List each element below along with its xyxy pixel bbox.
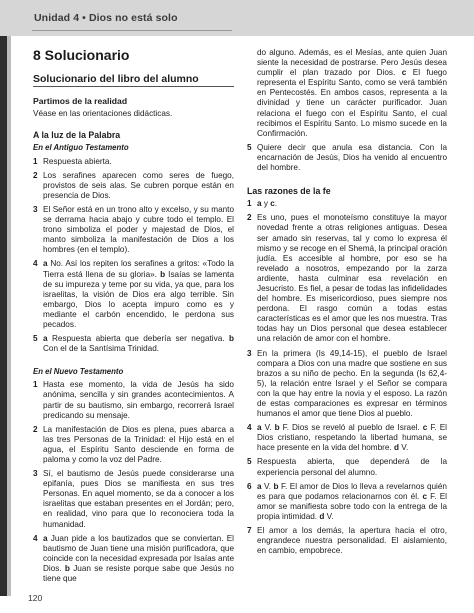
text-segment: La manifestación de Dios es plena, pues abarca a las tres Personas de la Trinidad: el Hijo está en el agua, el Espíritu Santo desciende en forma de paloma y como la voz del Padre. xyxy=(43,424,234,464)
text-segment: F. El amor de Dios lo lleva a revelarnos quién es para que podamos relacionarnos con él. xyxy=(257,481,447,501)
item-text xyxy=(257,213,447,344)
text-segment: d xyxy=(394,443,400,453)
list-item xyxy=(247,48,447,139)
item5-list xyxy=(247,143,447,173)
text-segment: Los serafines aparecen como seres de fuego, provistos de seis alas. Se cubren porque están en presencia de Dios. xyxy=(43,170,234,200)
text-segment: F. El amor se manifiesta sobre todo con la entrega de la propia intimidad. xyxy=(257,491,447,521)
list-item xyxy=(247,482,447,522)
item-text xyxy=(43,469,234,530)
at-heading: En el Antiguo Testamento xyxy=(33,143,129,153)
text-segment: Quiere decir que anula esa distancia. Con la encarnación de Jesús, Dios ha venido al encuentro del hombre. xyxy=(257,142,447,173)
partimos-heading: Partimos de la realidad xyxy=(33,96,128,107)
subsection-title: Solucionario del libro del alumno xyxy=(33,74,234,87)
item-text xyxy=(43,259,234,330)
item-text xyxy=(257,423,447,453)
list-item xyxy=(33,469,234,530)
nt-heading: En el Nuevo Testamento xyxy=(33,367,124,377)
item-text xyxy=(43,157,234,167)
text-segment: Con el de la Santísima Trinidad. xyxy=(43,344,160,354)
text-segment: b xyxy=(228,334,234,344)
text-segment: do alguno. Además, es el Mesías, ante quien Juan siente la necesidad de postrarse. Pero Jesús desea cumplir el plan trazado por Dios. xyxy=(257,48,447,78)
item-number: 5 xyxy=(247,457,252,467)
list-item xyxy=(33,334,234,354)
text-segment: a xyxy=(43,259,48,269)
item-number: 4 xyxy=(247,423,252,433)
nt-list xyxy=(33,380,234,584)
text-segment: F. Dios se reveló al pueblo de Israel. xyxy=(279,423,423,433)
list-item xyxy=(247,143,447,173)
item-text xyxy=(43,334,234,354)
text-segment: d xyxy=(319,511,325,521)
list-item xyxy=(33,259,234,330)
text-segment: a xyxy=(257,481,262,491)
text-segment: b xyxy=(274,423,280,433)
section-title: 8 Solucionario xyxy=(33,47,130,63)
item-text xyxy=(43,534,234,584)
list-item xyxy=(33,171,234,201)
side-bar xyxy=(0,36,7,596)
unit-title: Unidad 4 • Dios no está solo xyxy=(34,12,178,24)
text-segment: b xyxy=(273,481,279,491)
item-number: 3 xyxy=(33,204,38,214)
text-segment: Hasta ese momento, la vida de Jesús ha sido anónima, sencilla y sin grandes acontecimientos. A partir de su bautismo, sin embargo, recorrerá Israel predicando su mensaje. xyxy=(43,380,234,420)
list-item xyxy=(247,526,447,556)
list-item xyxy=(247,199,447,209)
item-number: 2 xyxy=(247,213,252,223)
partimos-text: Véase en las orientaciones didácticas. xyxy=(33,109,173,119)
right-column xyxy=(247,48,447,560)
item-number: 2 xyxy=(33,170,38,180)
text-segment: V. xyxy=(324,511,334,521)
text-segment: b xyxy=(160,269,166,279)
text-segment: Respuesta abierta que debería ser negativa. xyxy=(47,334,229,344)
text-segment: c xyxy=(401,68,407,78)
item-text xyxy=(257,457,447,477)
item-number: 5 xyxy=(247,142,252,152)
text-segment: F. El Dios cristiano, respetando la libertad humana, se hace presente en la vida del hombre. xyxy=(257,423,447,453)
continued-text xyxy=(257,48,447,139)
text-segment: c xyxy=(422,491,428,501)
list-item xyxy=(33,380,234,420)
razones-heading: Las razones de la fe xyxy=(247,186,331,197)
text-segment: Es uno, pues el monoteísmo constituye la mayor novedad frente a otras religiones antiguas. Desea ser amado sin reservas, tal y como lo expresa él mismo y se recoge en el Shemá, la principal oración judía. Es accesible al hombre, por eso se ha revelado a nosotros, empezando por la zarza ardiente, hasta culminar esa revelación en Jesucristo. Es fiel, a pesar de todas las infidelidades del hombre. Es misericordioso, pues siempre nos perdona. El rasgo común a todas estas características es el amor que les nos muestra. Tras todas hay un Dios personal que desea establecer una relación de amor con el hombre. xyxy=(257,213,447,344)
item-number: 1 xyxy=(33,156,38,166)
text-segment: V. xyxy=(261,481,274,491)
item-text xyxy=(257,143,447,173)
text-segment: b xyxy=(64,563,70,573)
list-item xyxy=(33,157,234,167)
page-number: 120 xyxy=(28,593,43,603)
text-segment: Respuesta abierta, que dependerá de la experiencia personal del alumno. xyxy=(257,457,447,477)
item-number: 4 xyxy=(33,533,38,543)
text-segment: El fuego representa el Espíritu Santo, como se verá también en Pentecostés. En ambos casos, representa a la divinidad y tiene un carácter purificador. Juan relaciona el fuego con el Espíritu Santo, el cual recibimos el Espíritu Santo. Lo mismo sucede en la Confirmación. xyxy=(257,68,447,138)
text-segment: Respuesta abierta. xyxy=(43,156,112,166)
item-number: 3 xyxy=(33,469,38,479)
item-number: 6 xyxy=(247,481,252,491)
list-item xyxy=(33,425,234,465)
text-segment: y xyxy=(261,199,271,209)
razones-list xyxy=(247,199,447,556)
item-text xyxy=(257,199,447,209)
at-list xyxy=(33,157,234,355)
item-number: 4 xyxy=(33,259,38,269)
list-item xyxy=(33,205,234,255)
item-number: 1 xyxy=(247,199,252,209)
text-segment: a xyxy=(43,533,48,543)
text-segment: a xyxy=(257,199,262,209)
text-segment: Sí, el bautismo de Jesús puede considerarse una epifanía, pues Dios se manifiesta en sus tres Personas. En aquel momento, se da a conocer a los israelitas que estaban presentes en el Jordán; pero, en realidad, vino para que lo reconociera toda la humanidad. xyxy=(43,469,234,529)
text-segment: a xyxy=(43,334,48,344)
text-segment: . xyxy=(274,199,278,209)
item-text xyxy=(43,171,234,201)
text-segment: El Señor está en un trono alto y excelso, y su manto se derrama hacia abajo y cubre todo el templo. El trono simboliza el poder y majestad de Dios, el manto simboliza la manifestación de Dios a los hombres (en el templo). xyxy=(43,204,234,255)
item-text xyxy=(43,205,234,255)
text-segment: Juan pide a los bautizados que se conviertan. El bautismo de Juan tiene una misión purificadora, que coincide con la necesidad expresada por Isaías ante Dios. xyxy=(43,533,234,573)
list-item xyxy=(247,349,447,420)
item-number: 3 xyxy=(247,348,252,358)
list-item xyxy=(247,423,447,453)
header-rule xyxy=(32,30,232,31)
item-number: 1 xyxy=(33,380,38,390)
text-segment: Juan se resiste porque sabe que Jesús no tiene que xyxy=(43,563,234,584)
text-segment: Isaías se lamenta de su impureza y teme por su vida, ya que, para los israelitas, la visión de Dios era algo terrible. Sin embargo, Dios lo acepta impuro como es y mediante el carbón encendido, le perdona sus pecados. xyxy=(43,269,234,329)
item-text xyxy=(257,526,447,556)
item-text xyxy=(257,482,447,522)
item-text xyxy=(43,425,234,465)
item-text xyxy=(43,380,234,420)
item-number: 7 xyxy=(247,526,252,536)
luz-heading: A la luz de la Palabra xyxy=(33,130,121,141)
left-column xyxy=(33,44,234,588)
text-segment: No. Así los repiten los serafines a gritos: «Todo la Tierra está llena de su gloria». xyxy=(43,259,234,279)
text-segment: c xyxy=(270,199,275,209)
item-text xyxy=(257,349,447,420)
text-segment: a xyxy=(257,423,262,433)
text-segment: En la primera (Is 49,14-15), el pueblo de Israel compara a Dios con una madre que sostiene en sus brazos a su niño de pecho. En la segunda (Is 62,4-5), la relación entre Israel y el Señor se compara con la que hay entre la novia y el esposo. La razón de estas comparaciones es expresar en términos humanos el amor que tiene Dios al pueblo. xyxy=(257,348,447,419)
list-item xyxy=(247,457,447,477)
item-number: 5 xyxy=(33,334,38,344)
item-number: 2 xyxy=(33,424,38,434)
side-stripe xyxy=(7,36,11,596)
text-segment: V. xyxy=(399,443,409,453)
text-segment: V. xyxy=(261,423,275,433)
list-item xyxy=(247,213,447,344)
list-item xyxy=(33,534,234,584)
text-segment: El amor a los demás, la apertura hacia el otro, engrandece nuestra personalidad. El aislamiento, en cambio, empobrece. xyxy=(257,526,447,556)
text-segment: c xyxy=(422,423,428,433)
